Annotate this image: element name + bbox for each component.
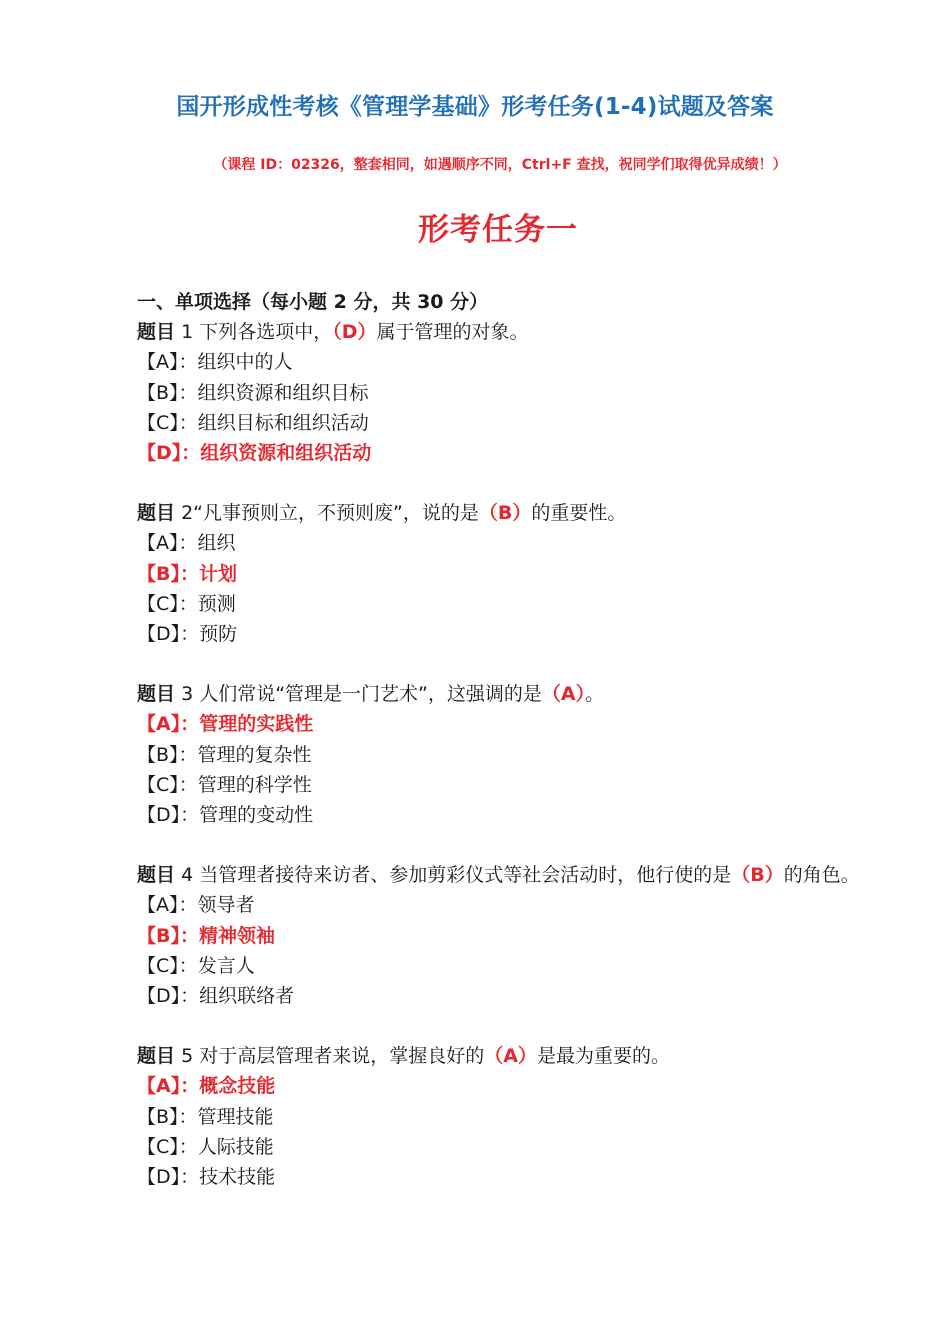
option-text: ：组织目标和组织活动 [178, 411, 369, 434]
section-heading: 一、单项选择（每小题 2 分，共 30 分） [137, 291, 489, 313]
question-text: 属于管理的对象。 [376, 321, 529, 344]
option-text: ：组织中的人 [178, 351, 293, 374]
option-key: 【A】 [137, 1075, 181, 1098]
option-text: ：组织 [178, 532, 236, 555]
option-text: ：人际技能 [178, 1135, 274, 1158]
question-2 [137, 498, 867, 649]
option-key: 【B】 [137, 924, 180, 947]
option-d [137, 619, 867, 649]
answer-mark: （A） [541, 683, 586, 706]
option-a-correct [137, 709, 867, 739]
question-number: 4 [181, 864, 194, 887]
option-key: 【B】 [137, 1105, 179, 1128]
option-c [137, 951, 867, 981]
option-c [137, 1132, 867, 1162]
document-title: 国开形成性考核《管理学基础》形考任务(1-4)试题及答案 [176, 94, 774, 120]
task-title: 形考任务一 [418, 212, 578, 248]
option-a [137, 890, 867, 920]
question-label: 题目 [137, 502, 176, 525]
option-text: ：管理的复杂性 [178, 743, 312, 766]
option-text: ：管理技能 [178, 1105, 274, 1128]
option-key: 【D】 [137, 623, 181, 646]
option-key: 【C】 [137, 592, 179, 615]
option-key: 【B】 [137, 562, 180, 585]
option-text: ：领导者 [178, 894, 255, 917]
content-body [137, 287, 867, 1192]
option-key: 【D】 [137, 985, 181, 1008]
option-c [137, 770, 867, 800]
option-text: ：管理的实践性 [180, 713, 314, 736]
option-key: 【C】 [137, 411, 179, 434]
option-text: ：组织资源和组织活动 [181, 442, 372, 465]
option-a-correct [137, 1071, 867, 1101]
option-d-correct [137, 438, 867, 468]
question-text: “凡事预则立，不预则废”，说的是 [193, 502, 479, 525]
document-subtitle: （课程 ID：02326，整套相同，如遇顺序不同，Ctrl+F 查找，祝同学们取得优异成绩！） [213, 157, 787, 173]
option-text: ：管理的科学性 [178, 773, 312, 796]
option-key: 【A】 [137, 894, 179, 917]
option-text: ：概念技能 [180, 1075, 276, 1098]
question-text: 的重要性。 [531, 502, 627, 525]
option-text: ：组织联络者 [180, 985, 295, 1008]
question-label: 题目 [137, 683, 176, 706]
option-text: ：组织资源和组织目标 [178, 381, 369, 404]
option-key: 【D】 [137, 442, 182, 465]
question-label: 题目 [137, 321, 176, 344]
option-text: ：管理的变动性 [180, 804, 314, 827]
option-key: 【C】 [137, 1135, 179, 1158]
question-5 [137, 1041, 867, 1192]
question-stem [137, 679, 867, 709]
option-key: 【A】 [137, 713, 181, 736]
question-text: 当管理者接待来访者、参加剪彩仪式等社会活动时，他行使的是 [199, 864, 732, 887]
option-key: 【D】 [137, 804, 181, 827]
option-key: 【C】 [137, 773, 179, 796]
question-stem [137, 860, 867, 890]
option-key: 【C】 [137, 954, 179, 977]
question-number: 5 [181, 1045, 194, 1068]
answer-mark: （B） [731, 864, 784, 887]
answer-mark: （A） [484, 1045, 537, 1068]
option-text: ：预防 [180, 623, 238, 646]
option-text: ：发言人 [178, 954, 255, 977]
option-key: 【D】 [137, 1166, 181, 1189]
option-key: 【B】 [137, 743, 179, 766]
option-c [137, 408, 867, 438]
question-number: 1 [181, 321, 194, 344]
option-b [137, 1102, 867, 1132]
question-number: 2 [181, 502, 194, 525]
option-b-correct [137, 921, 867, 951]
question-text: 的角色。 [783, 864, 860, 887]
question-stem [137, 317, 867, 347]
option-d [137, 800, 867, 830]
question-4 [137, 860, 867, 1011]
question-3 [137, 679, 867, 830]
option-text: ：计划 [179, 562, 237, 585]
option-d [137, 981, 867, 1011]
question-label: 题目 [137, 1045, 176, 1068]
question-text: 对于高层管理者来说，掌握良好的 [199, 1045, 485, 1068]
question-stem [137, 1041, 867, 1071]
option-key: 【A】 [137, 532, 179, 555]
question-label: 题目 [137, 864, 176, 887]
question-text: 是最为重要的。 [536, 1045, 670, 1068]
option-c [137, 589, 867, 619]
option-text: ：精神领袖 [179, 924, 275, 947]
option-a [137, 528, 867, 558]
answer-mark: （B） [478, 502, 532, 525]
question-1 [137, 317, 867, 468]
option-b [137, 740, 867, 770]
question-text: 人们常说“管理是一门艺术”，这强调的是 [199, 683, 542, 706]
question-text: 下列各选项中， [199, 321, 333, 344]
option-text: ：技术技能 [180, 1166, 276, 1189]
option-key: 【A】 [137, 351, 179, 374]
question-text: 。 [585, 683, 605, 706]
option-d [137, 1162, 867, 1192]
question-number: 3 [181, 683, 194, 706]
option-key: 【B】 [137, 381, 179, 404]
option-b [137, 378, 867, 408]
answer-mark: （D） [332, 321, 377, 344]
question-stem [137, 498, 867, 528]
option-text: ：预测 [178, 592, 236, 615]
option-a [137, 347, 867, 377]
option-b-correct [137, 559, 867, 589]
